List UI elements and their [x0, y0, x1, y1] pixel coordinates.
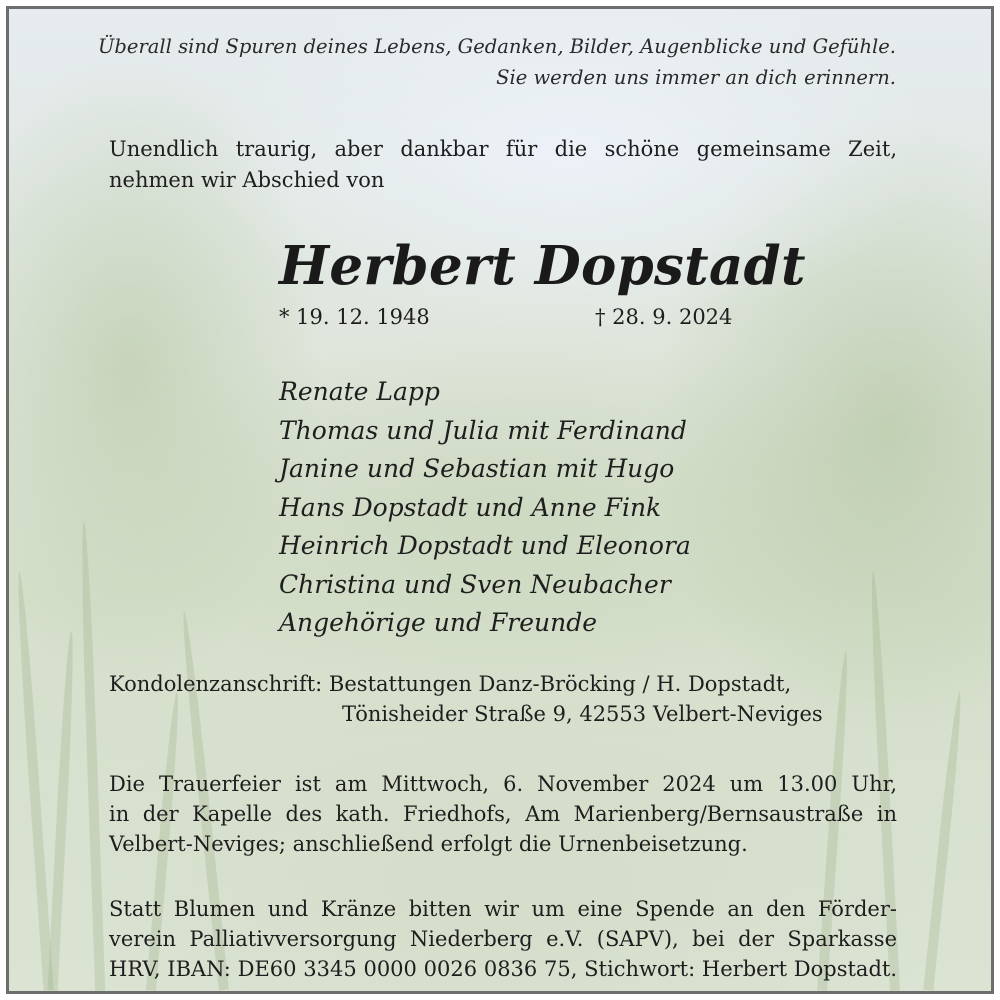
funeral-line-2: in der Kapelle des kath. Friedhofs, Am Marienberg/Bernsaustraße in — [109, 802, 897, 826]
mourner-item: Janine und Sebastian mit Hugo — [279, 454, 675, 483]
funeral-line-3: Velbert-Neviges; anschließend erfolgt die Urnenbeisetzung. — [109, 832, 748, 856]
donation-line-1: Statt Blumen und Kränze bitten wir um eine Spende an den Förder- — [109, 897, 897, 921]
condolence-line-2: Tönisheider Straße 9, 42553 Velbert-Neviges — [342, 702, 823, 726]
mourner-item: Thomas und Julia mit Ferdinand — [279, 415, 687, 445]
intro-line-1: Unendlich traurig, aber dankbar für die schöne gemeinsame Zeit, — [109, 137, 897, 161]
motto — [98, 31, 896, 93]
birth-date: * 19. 12. 1948 — [279, 305, 430, 329]
funeral-line-1: Die Trauerfeier ist am Mittwoch, 6. November 2024 um 13.00 Uhr, — [109, 772, 897, 796]
mourner-item: Angehörige und Freunde — [279, 608, 598, 637]
motto-line-2: Sie werden uns immer an dich erinnern. — [496, 66, 896, 89]
donation-info — [109, 894, 897, 984]
motto-line-1: Überall sind Spuren deines Lebens, Gedanken, Bilder, Augenblicke und Gefühle. — [98, 35, 896, 58]
mourner-item: Christina und Sven Neubacher — [279, 569, 671, 599]
intro-line-2: nehmen wir Abschied von — [109, 168, 385, 192]
mourner-item: Renate Lapp — [279, 377, 440, 406]
mourner-item: Heinrich Dopstadt und Eleonora — [279, 531, 691, 560]
donation-line-3: HRV, IBAN: DE60 3345 0000 0026 0836 75, Stichwort: Herbert Dopstadt. — [109, 957, 897, 981]
intro-text — [109, 134, 897, 196]
condolence-line-1: Kondolenzanschrift: Bestattungen Danz-Bröcking / H. Dopstadt, — [109, 672, 792, 696]
obituary-card — [6, 6, 994, 994]
death-date: † 28. 9. 2024 — [595, 305, 733, 329]
funeral-info — [109, 769, 897, 859]
condolence-address — [109, 669, 823, 729]
deceased-name: Herbert Dopstadt — [279, 235, 806, 297]
mourner-item: Hans Dopstadt und Anne Fink — [279, 492, 662, 522]
mourners-list — [279, 373, 691, 643]
donation-line-2: verein Palliativversorgung Niederberg e.V. (SAPV), bei der Sparkasse — [109, 927, 897, 951]
